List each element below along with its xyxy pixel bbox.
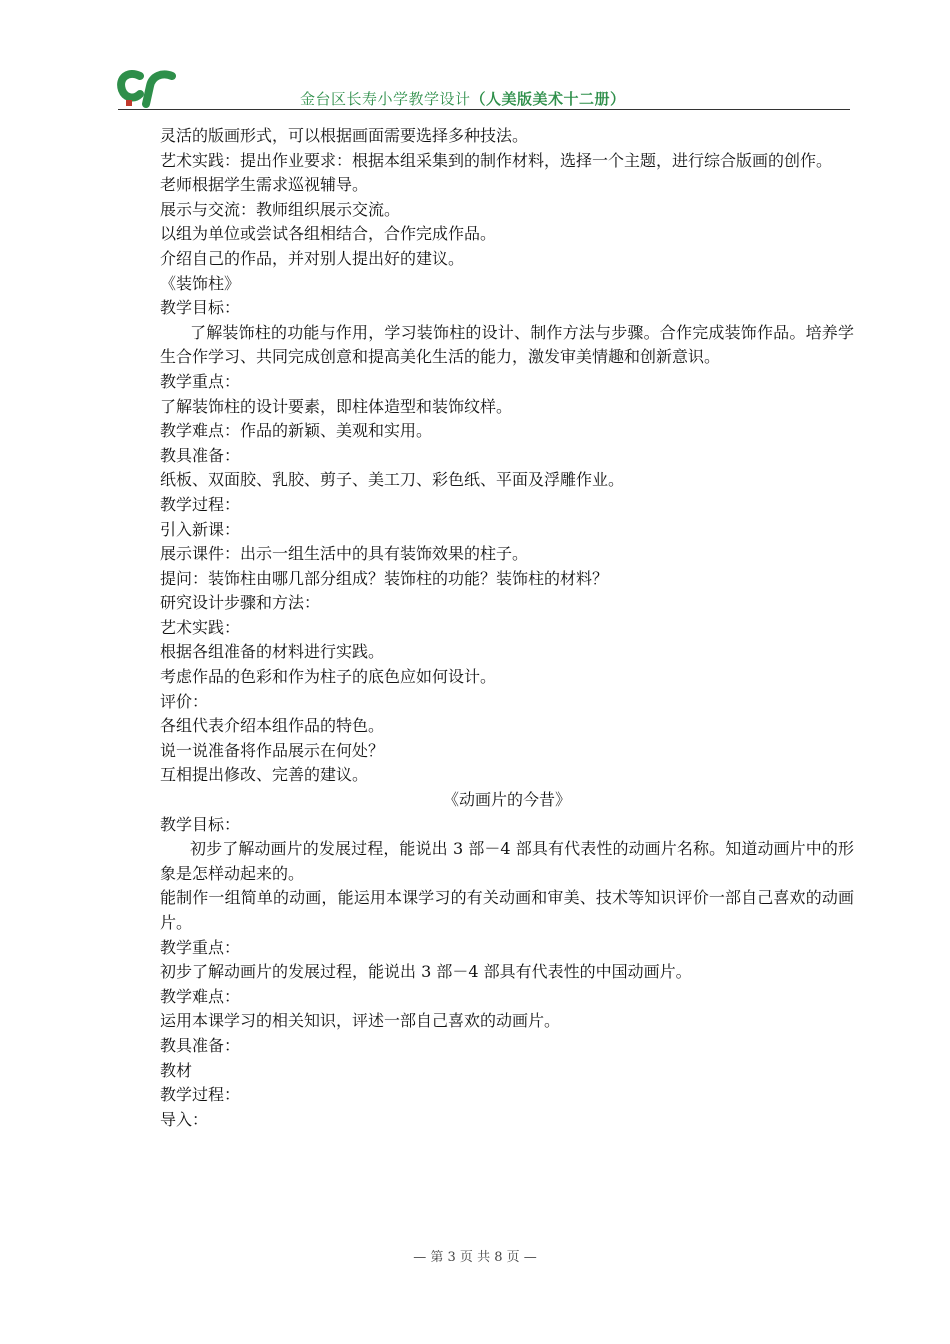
text-line: 了解装饰柱的设计要素，即柱体造型和装饰纹样。	[160, 396, 513, 416]
section-heading: 评价：	[160, 691, 209, 711]
text-line: 考虑作品的色彩和作为柱子的底色应如何设计。	[160, 667, 497, 687]
text-line: 提问：装饰柱由哪几部分组成？装饰柱的功能？装饰柱的材料？	[160, 568, 609, 588]
text-line: 运用本课学习的相关知识，评述一部自己喜欢的动画片。	[160, 1011, 561, 1031]
header-title-main: 金台区长寿小学教学设计	[300, 90, 471, 108]
text-paragraph: 了解装饰柱的功能与作用，学习装饰柱的设计、制作方法与步骤。合作完成装饰作品。培养学生合作学习、共同完成创意和提高美化生活的能力，激发审美情趣和创新意识。	[160, 322, 854, 367]
text-line: 根据各组准备的材料进行实践。	[160, 642, 385, 662]
section-heading: 教学重点：	[160, 371, 241, 391]
section-heading: 教学过程：	[160, 494, 241, 514]
text-paragraph: 初步了解动画片的发展过程，能说出 3 部－4 部具有代表性的动画片名称。知道动画片中的形象是怎样动起来的。	[160, 839, 854, 883]
section-heading: 教学难点：作品的新颖、美观和实用。	[160, 421, 433, 441]
section-heading: 教学目标：	[160, 298, 241, 318]
document-body	[160, 124, 854, 1132]
lesson-title: 《动画片的今昔》	[442, 790, 571, 810]
text-line: 灵活的版画形式，可以根据画面需要选择多种技法。	[160, 126, 529, 145]
text-line: 介绍自己的作品，并对别人提出好的建议。	[160, 248, 465, 268]
section-heading: 教学难点：	[160, 986, 241, 1006]
text-line: 互相提出修改、完善的建议。	[160, 765, 369, 785]
section-heading: 艺术实践：	[160, 617, 241, 637]
section-heading: 教学过程：	[160, 1085, 241, 1105]
header-title-sub: （人美版美术十二册）	[470, 90, 626, 108]
text-line: 说一说准备将作品展示在何处？	[160, 740, 385, 760]
text-line: 教材	[160, 1060, 193, 1080]
text-line: 展示课件：出示一组生活中的具有装饰效果的柱子。	[160, 544, 529, 564]
text-line: 初步了解动画片的发展过程，能说出 3 部－4 部具有代表性的中国动画片。	[160, 962, 692, 982]
text-line: 以组为单位或尝试各组相结合，合作完成作品。	[160, 224, 497, 244]
page-footer: — 第 3 页 共 8 页 —	[413, 1250, 537, 1265]
school-logo-icon	[116, 66, 176, 108]
text-line: 各组代表介绍本组作品的特色。	[160, 716, 385, 736]
section-heading: 教具准备：	[160, 445, 241, 465]
text-paragraph: 艺术实践：提出作业要求：根据本组采集到的制作材料，选择一个主题，进行综合版画的创作。	[160, 150, 833, 170]
text-paragraph: 能制作一组简单的动画，能运用本课学习的有关动画和审美、技术等知识评价一部自己喜欢的动画片。	[160, 888, 854, 932]
text-line: 纸板、双面胶、乳胶、剪子、美工刀、彩色纸、平面及浮雕作业。	[160, 470, 625, 490]
text-line: 展示与交流：教师组织展示交流。	[160, 199, 401, 219]
text-line: 老师根据学生需求巡视辅导。	[160, 175, 369, 195]
section-heading: 教学重点：	[160, 937, 241, 957]
text-line: 引入新课：	[160, 519, 241, 539]
lesson-title: 《装饰柱》	[160, 273, 241, 293]
section-heading: 教具准备：	[160, 1035, 241, 1055]
header-rule	[118, 109, 850, 110]
text-line: 导入：	[160, 1109, 209, 1129]
text-line: 研究设计步骤和方法：	[160, 593, 321, 613]
header-title	[300, 88, 660, 109]
section-heading: 教学目标：	[160, 814, 241, 834]
